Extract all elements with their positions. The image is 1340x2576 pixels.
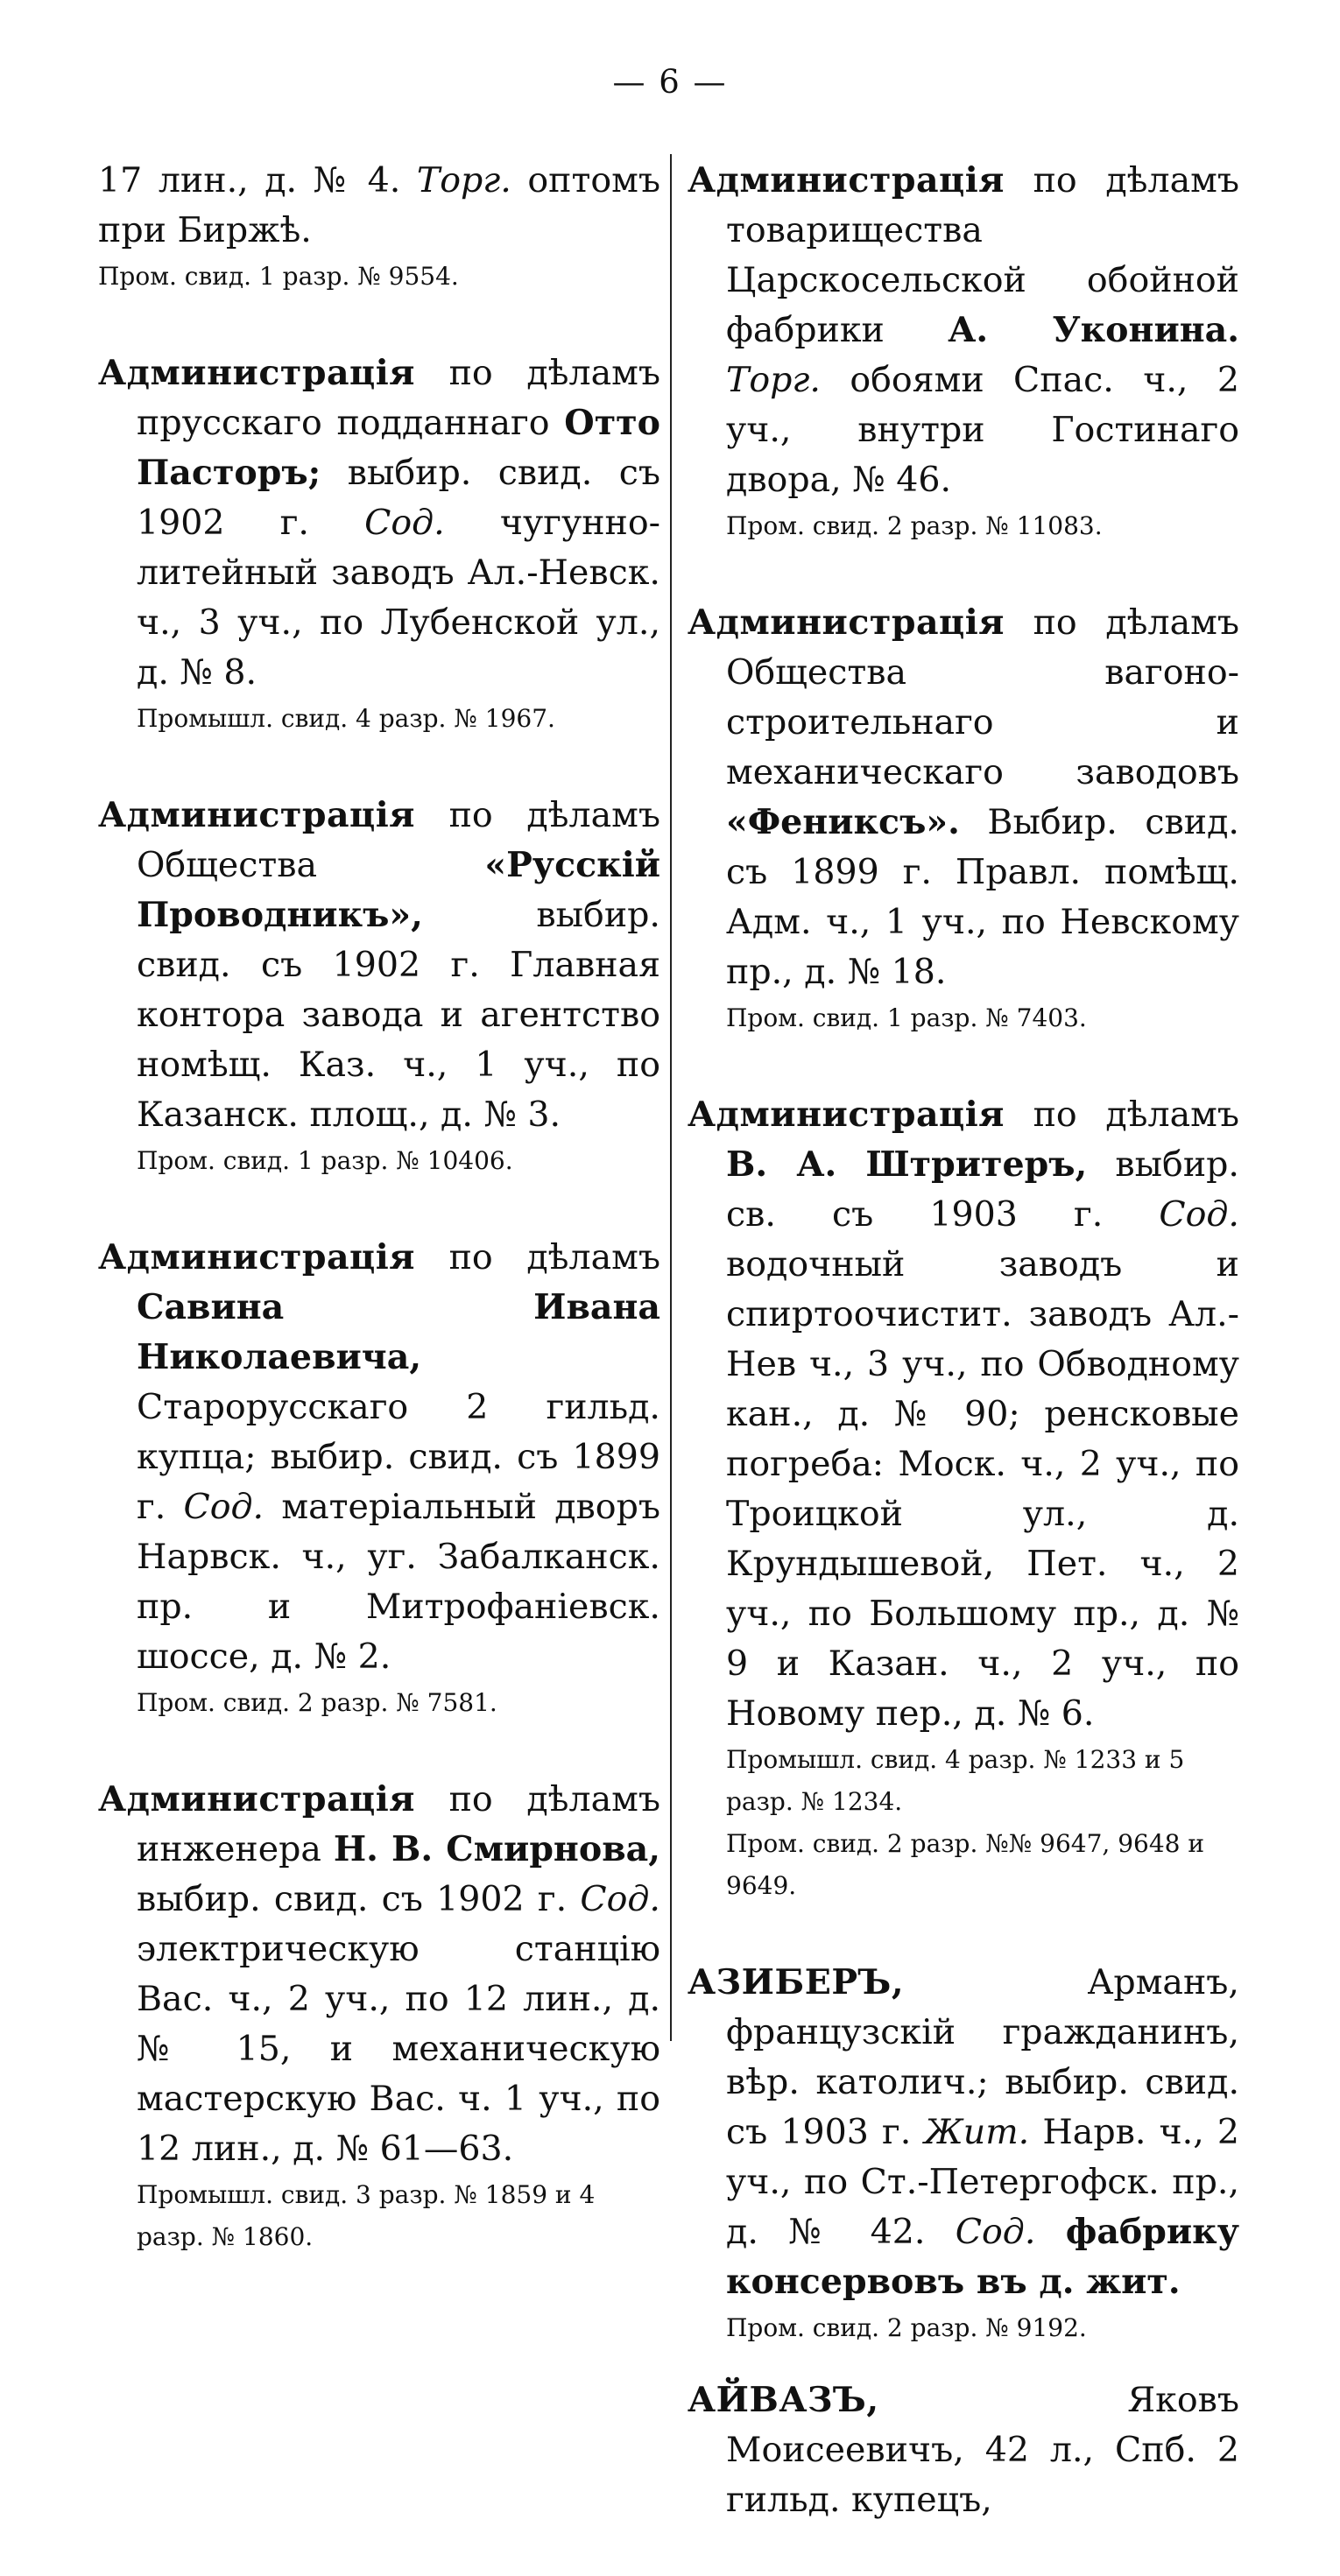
entry-heading: Администрація [98,1237,415,1277]
entry-name: Савина Ивана Николаевича, [137,1287,660,1377]
entry-continuation [98,156,660,298]
entry-heading: Администрація [98,795,415,835]
entry-text: Администрація по дѣламъ Общества вагоно-строительнаго и механическаго заводовъ «Фениксъ». Выбир. свид. съ 1899 г. Правл. помѣщ. Адм. ч., 1 уч., по Невскому пр., д. № 18. [688,602,1239,992]
entry-shtriter [688,1090,1239,1907]
entry-savin [98,1233,660,1724]
entry-heading: Администрація [98,1779,415,1819]
certificate-note: Промышл. свид. 4 разр. № 1233 и 5 разр. № 1234. [726,1745,1185,1816]
entry-ayvaz [688,2375,1239,2525]
certificate-note: Пром. свид. 1 разр. № 7403. [726,1003,1087,1032]
entry-heading: Администрація [688,160,1005,201]
entry-heading: Администрація [98,353,415,393]
entry-russkiy-provodnik [98,791,660,1182]
entry-text: Администрація по дѣламъ товарищества Царскосельской обойной фабрики А. Уконина. Торг. обоями Спас. ч., 2 уч., внутри Гостинаго двора, № 46. [688,160,1239,500]
entry-heading: АЙВАЗЪ, [688,2380,879,2420]
entry-text: 17 лин., д. № 4. Торг. оптомъ при Биржѣ. [98,160,660,250]
certificate-note: Промышл. свид. 3 разр. № 1859 и 4 разр. № 1860. [137,2180,596,2251]
entry-text: Администрація по дѣламъ Общества «Русскій Проводникъ», выбир. свид. съ 1902 г. Главная контора завода и агентство номѣщ. Каз. ч., 1 уч., по Казанск. площ., д. № 3. [98,795,660,1135]
entry-name: «Фениксъ». [726,802,960,842]
certificate-note: Промышл. свид. 4 разр. № 1967. [137,704,555,733]
entry-text: АЙВАЗЪ, Яковъ Моисеевичъ, 42 л., Спб. 2 гильд. купецъ, [688,2380,1239,2520]
entry-name: «Русскій Проводникъ», [137,845,660,935]
certificate-note: Пром. свид. 2 разр. №№ 9647, 9648 и 9649. [726,1829,1205,1900]
entry-heading: АЗИБЕРЪ, [688,1962,905,2002]
entry-text: Администрація по дѣламъ инженера Н. В. Смирнова, выбир. свид. съ 1902 г. Сод. электрическую станцію Вас. ч., 2 уч., по 12 лин., д. № 15, и механическую мастерскую Вас. ч. 1 уч., по 12 лин., д. № 61—63. [98,1779,660,2169]
column-divider [670,154,672,2041]
entry-feniks [688,598,1239,1039]
entry-text: Администрація по дѣламъ В. А. Штритеръ, выбир. св. съ 1903 г. Сод. водочный заводъ и спиртоочистит. заводъ Ал.-Нев ч., 3 уч., по Обводному кан., д. № 90; ренсковые погреба: Моск. ч., 2 уч., по Троицкой ул., д. Крундышевой, Пет. ч., 2 уч., по Большому пр., д. № 9 и Казан. ч., 2 уч., по Новому пер., д. № 6. [688,1094,1239,1734]
left-column [98,156,660,2309]
entry-name: Отто Пасторъ; [137,403,660,493]
certificate-note: Пром. свид. 1 разр. № 10406. [137,1146,513,1175]
entry-name: В. А. Штритеръ, [726,1144,1088,1185]
entry-ukonin [688,156,1239,547]
entry-name: А. Уконина. [948,310,1239,350]
entry-text: Администрація по дѣламъ Савина Ивана Николаевича, Старорусскаго 2 гильд. купца; выбир. свид. съ 1899 г. Сод. матеріальный дворъ Нарвск. ч., уг. Забалканск. пр. и Митрофаніевск. шоссе, д. № 2. [98,1237,660,1677]
certificate-note: Пром. свид. 2 разр. № 9192. [726,2313,1087,2342]
right-column [688,156,1239,2576]
entry-heading: Администрація [688,1094,1005,1135]
certificate-note: Пром. свид. 2 разр. № 11083. [726,511,1103,540]
entry-text: АЗИБЕРЪ, Арманъ, французскій гражданинъ, вѣр. католич.; выбир. свид. съ 1903 г. Жит. Нарв. ч., 2 уч., по Ст.-Петергофск. пр., д. № 42. Сод. фабрику консервовъ въ д. жит. [688,1962,1240,2302]
certificate-note: Пром. свид. 2 разр. № 7581. [137,1688,497,1717]
entry-aziber [688,1958,1239,2349]
page-number: — 6 — [612,63,728,101]
entry-smirnov [98,1775,660,2258]
entry-name: Н. В. Смирнова, [333,1829,660,1869]
entry-text: Администрація по дѣламъ прусскаго подданнаго Отто Пасторъ; выбир. свид. съ 1902 г. Сод. чугунно-литейный заводъ Ал.-Невск. ч., 3 уч., по Лубенской ул., д. № 8. [98,353,660,693]
entry-heading: Администрація [688,602,1005,643]
certificate-note: Пром. свид. 1 разр. № 9554. [98,262,459,291]
entry-otto-pastor [98,348,660,740]
